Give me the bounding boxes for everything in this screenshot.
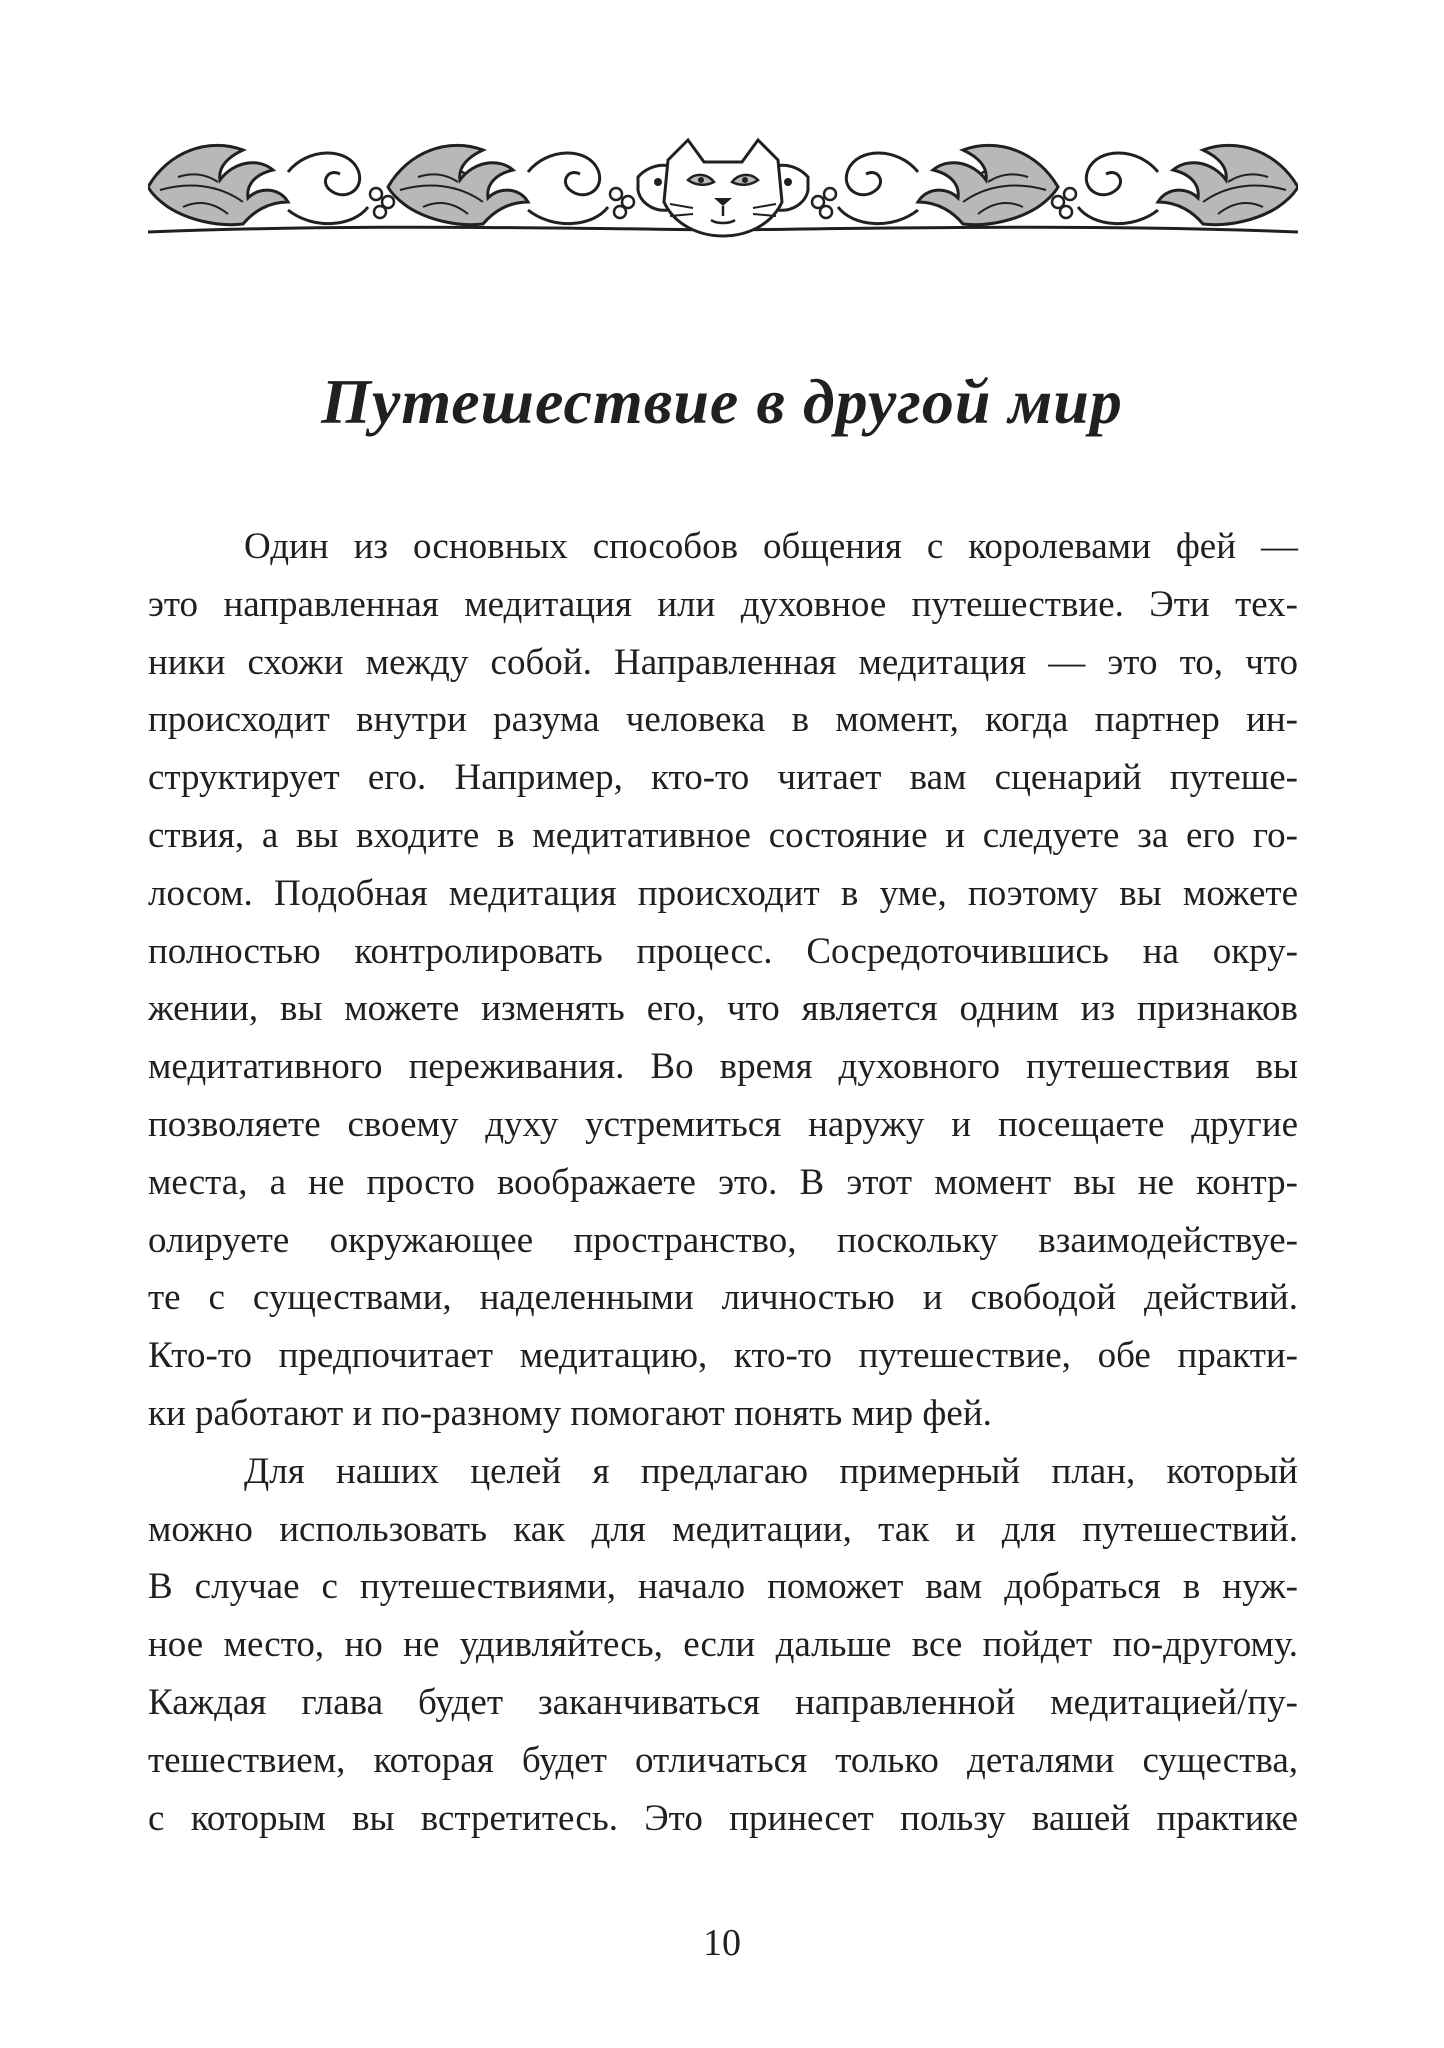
text-line: Для наших целей я предлагаю примерный план, который [244,1450,1298,1492]
text-line: структирует его. Например, кто-то читает вам сценарий путеше- [148,757,1298,799]
page-number: 10 [703,1922,741,1964]
text-line: олируете окружающее пространство, поскольку взаимодействуе- [148,1219,1298,1261]
text-line: это направленная медитация или духовное путешествие. Эти тех- [148,583,1298,625]
floral-ornament-icon [148,132,1298,242]
chapter-title: Путешествие в другой мир [321,366,1123,437]
text-line: ники схожи между собой. Направленная медитация — это то, что [148,641,1298,683]
text-line: Кто-то предпочитает медитацию, кто-то путешествие, обе практи- [148,1335,1298,1377]
text-line: жении, вы можете изменять его, что является одним из признаков [148,988,1298,1030]
text-line: ное место, но не удивляйтесь, если дальше все пойдет по-другому. [148,1624,1298,1666]
text-line: можно использовать как для медитации, так и для путешествий. [148,1508,1298,1550]
text-line: места, а не просто воображаете это. В этот момент вы не контр- [148,1161,1298,1203]
text-line: позволяете своему духу устремиться наружу и посещаете другие [148,1103,1298,1145]
body-text [148,518,1298,1847]
text-line: те с существами, наделенными личностью и свободой действий. [148,1277,1298,1319]
text-line: Каждая глава будет заканчиваться направленной медитацией/пу- [148,1681,1298,1723]
text-line: с которым вы встретитесь. Это принесет пользу вашей практике [148,1797,1298,1839]
text-line: происходит внутри разума человека в момент, когда партнер ин- [148,699,1298,741]
text-line: ки работают и по-разному помогают понять мир фей. [148,1392,992,1434]
text-line: В случае с путешествиями, начало поможет вам добраться в нуж- [148,1566,1298,1608]
text-line: Один из основных способов общения с королевами фей — [244,526,1298,567]
text-line: медитативного переживания. Во время духовного путешествия вы [148,1046,1298,1088]
text-line: лосом. Подобная медитация происходит в уме, поэтому вы можете [148,872,1298,914]
text-line: ствия, а вы входите в медитативное состояние и следуете за его го- [148,814,1298,856]
text-line: тешествием, которая будет отличаться только деталями существа, [148,1739,1298,1781]
text-line: полностью контролировать процесс. Сосредоточившись на окру- [148,930,1298,972]
